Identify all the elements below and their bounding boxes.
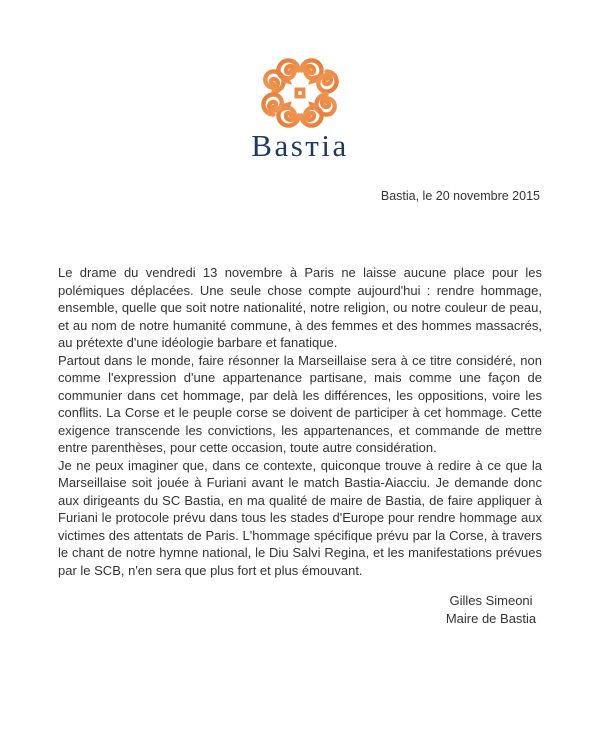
- emblem-spirals: [263, 60, 336, 125]
- emblem-diamonds: [278, 71, 321, 114]
- letter-paragraph: Partout dans le monde, faire résonner la Marseillaise sera à ce titre considéré, non comme l'expression d'une appartenance partisane, mais comme une façon de communier dans cet hommage, par delà les différences, les oppositions, voire les conflits. La Corse et le peuple corse se doivent de participer à cet hommage. Cette exigence transcende les convictions, les appartenances, et commande de mettre entre parenthèses, pour cette occasion, toute autre considération.: [58, 352, 542, 455]
- signature-block: [391, 592, 591, 628]
- bastia-wordmark: Basтia: [251, 128, 349, 163]
- bastia-logo: [0, 58, 600, 163]
- dateline: Bastia, le 20 novembre 2015: [380, 189, 540, 203]
- signature-title: Maire de Bastia: [445, 611, 537, 626]
- emblem-center-knot: [295, 88, 306, 99]
- signature-name: Gilles Simeoni: [449, 593, 533, 608]
- letter-paragraph: Le drame du vendredi 13 novembre à Paris ne laisse aucune place pour les polémiques déplacées. Une seule chose compte aujourd'hui : rendre hommage, ensemble, quelle que soit notre nationalité, notre religion, ou notre couleur de peau, et au nom de notre humanité commune, à des femmes et des hommes massacrés, au prétexte d'une idéologie barbare et fanatique.: [58, 265, 542, 350]
- letter-body: [58, 264, 542, 579]
- bastia-spiral-emblem-icon: [258, 58, 342, 128]
- letter-paragraph: Je ne peux imaginer que, dans ce contexte, quiconque trouve à redire à ce que la Marseillaise soit jouée à Furiani avant le match Bastia-Aiacciu. Je demande donc aux dirigeants du SC Bastia, en ma qualité de maire de Bastia, de faire appliquer à Furiani le protocole prévu dans tous les stades d'Europe pour rendre hommage aux victimes des attentats de Paris. L'hommage spécifique prévu par la Corse, à travers le chant de notre hymne national, le Diu Salvi Regina, et les manifestations prévues par le SCB, n'en sera que plus fort et plus émouvant.: [58, 457, 542, 578]
